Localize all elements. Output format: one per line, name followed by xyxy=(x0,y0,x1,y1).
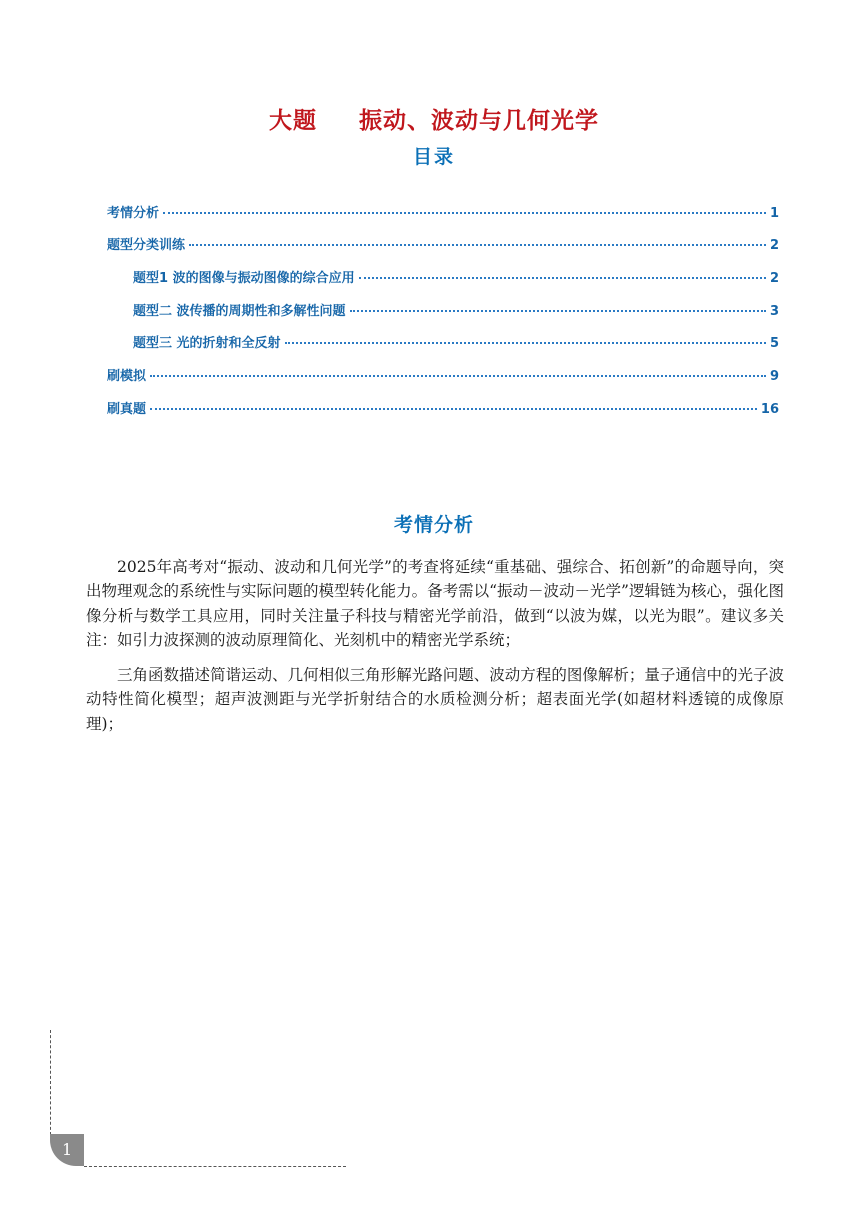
toc-item-label: 刷模拟 xyxy=(107,369,147,384)
toc-leader-dots xyxy=(350,310,766,312)
toc-item-page: 1 xyxy=(769,206,779,221)
toc-item-page: 2 xyxy=(769,238,779,253)
toc-item-label: 题型三 光的折射和全反射 xyxy=(133,336,281,351)
toc-leader-dots xyxy=(163,212,766,214)
section-heading: 考情分析 xyxy=(393,514,474,536)
toc-item-page: 9 xyxy=(769,369,779,384)
toc-item-type1[interactable] xyxy=(133,267,779,286)
body-paragraph: 三角函数描述简谐运动、几何相似三角形解光路问题、波动方程的图像解析；量子通信中的光子波动特性简化模型；超声波测距与光学折射结合的水质检测分析；超表面光学(如超材料透镜的成像原理)； xyxy=(86,665,784,733)
body-paragraph: 2025年高考对“振动、波动和几何光学”的考查将延续“重基础、强综合、拓创新”的命题导向，突出物理观念的系统性与实际问题的模型转化能力。备考需以“振动－波动－光学”逻辑链为核心，强化图像分析与数学工具应用，同时关注量子科技与精密光学前沿，做到“以波为媒，以光为眼”。建议多关注：如引力波探测的波动原理简化、光刻机中的精密光学系统； xyxy=(86,557,784,649)
page-number: 1 xyxy=(62,1140,73,1159)
toc-item-label: 题型1 波的图像与振动图像的综合应用 xyxy=(133,271,355,286)
toc-item-label: 刷真题 xyxy=(107,402,147,417)
title-prefix: 大题 xyxy=(269,108,317,134)
toc-item-type3[interactable] xyxy=(133,332,779,351)
toc-item-mock[interactable] xyxy=(107,365,779,384)
toc-item-kaoqing[interactable] xyxy=(107,202,779,221)
toc-item-page: 2 xyxy=(769,271,779,286)
toc-item-label: 考情分析 xyxy=(107,206,160,221)
toc-leader-dots xyxy=(189,244,766,246)
page-border-vertical-dashes xyxy=(50,1030,51,1135)
toc-item-label: 题型二 波传播的周期性和多解性问题 xyxy=(133,304,346,319)
toc-leader-dots xyxy=(150,375,766,377)
toc-item-type2[interactable] xyxy=(133,300,779,319)
toc-leader-dots xyxy=(359,277,766,279)
toc-item-real[interactable] xyxy=(107,398,779,417)
page-title xyxy=(0,102,868,135)
toc-item-label: 题型分类训练 xyxy=(107,238,186,253)
title-topic: 振动、波动与几何光学 xyxy=(359,108,599,134)
toc-item-page: 3 xyxy=(769,304,779,319)
toc-item-page: 5 xyxy=(769,336,779,351)
toc-item-training[interactable] xyxy=(107,234,779,253)
toc-item-page: 16 xyxy=(760,402,779,417)
page-border-horizontal-dashes xyxy=(84,1166,346,1167)
toc-heading: 目录 xyxy=(412,146,455,168)
toc-leader-dots xyxy=(285,342,766,344)
toc-leader-dots xyxy=(150,408,757,410)
